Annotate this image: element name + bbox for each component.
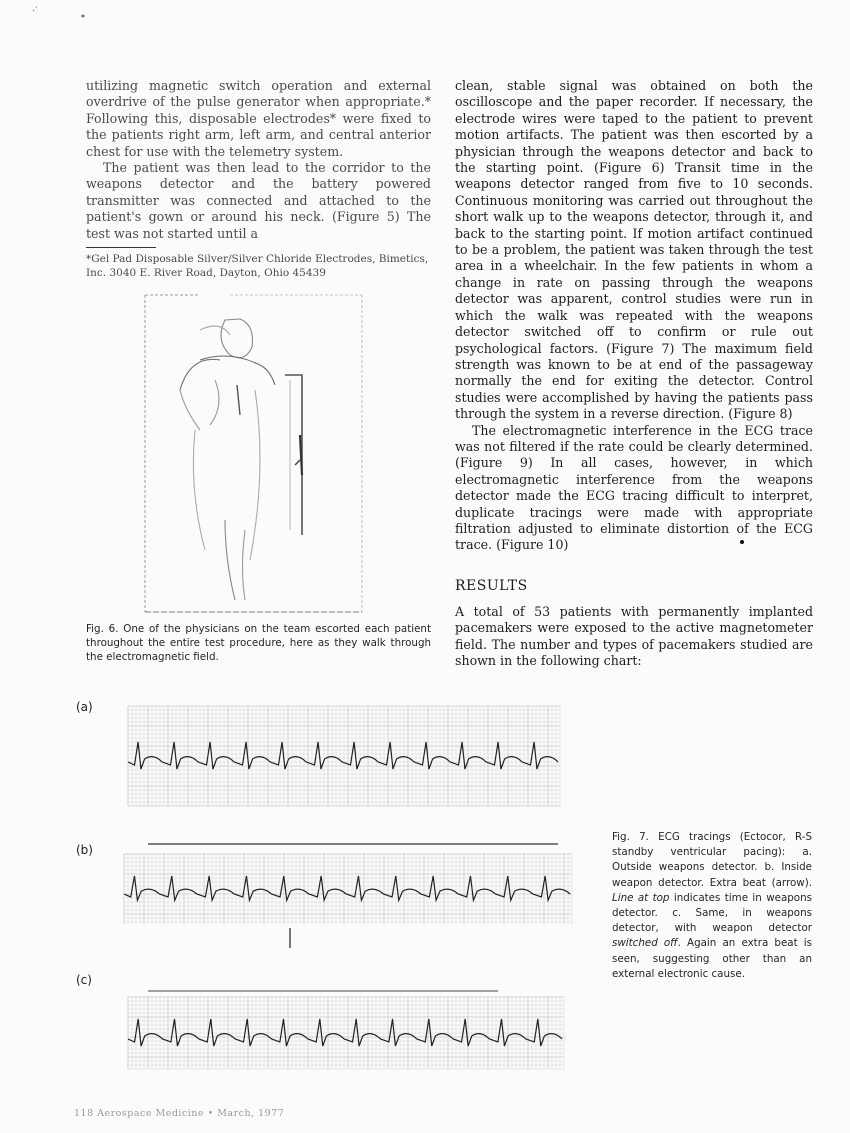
panel-label-a: (a)	[76, 700, 93, 714]
left-column-text	[86, 78, 431, 242]
ecg-grid	[124, 854, 572, 924]
caption-text: Fig. 7. ECG tracings (Ectocor, R-S standby ventricular pacing): a. Outside weapons detector. b. Inside weapon detector. Extra beat (arrow).	[612, 831, 812, 889]
footnote: *Gel Pad Disposable Silver/Silver Chloride Electrodes, Bimetics, Inc. 3040 E. River Road, Dayton, Ohio 45439	[86, 253, 429, 279]
footnote-rule	[86, 247, 156, 248]
caption-text: indicates time in weapons detector. c. Same, in weapons detector, with weapon detector	[612, 891, 813, 935]
results-paragraph: A total of 53 patients with permanently implanted pacemakers were exposed to the active magnetometer field. The number and types of pacemakers studied are shown in the following chart:	[455, 604, 813, 669]
scan-speck: •	[80, 12, 86, 23]
ecg-strip-a	[118, 700, 563, 810]
page-footer: 118 Aerospace Medicine • March, 1977	[74, 1108, 285, 1119]
caption-italic: Line at top	[612, 891, 670, 904]
ecg-grid	[128, 997, 564, 1069]
left-paragraph-1: utilizing magnetic switch operation and external overdrive of the pulse generator when appropriate.* Following this, disposable electrodes* were fixed to the patients right arm, left arm, and central anterior chest for use with the telemetry system.	[86, 78, 431, 159]
right-paragraph-2: The electromagnetic interference in the ECG trace was not filtered if the rate could be clearly determined. (Figure 9) In all cases, however, in which electromagnetic interference from the weapons detector made the ECG tracing difficult to interpret, duplicate tracings were made with appropriate filtration adjusted to eliminate distortion of the ECG trace. (Figure 10)	[455, 422, 813, 553]
left-paragraph-2: The patient was then lead to the corridor to the weapons detector and the battery powered transmitter was connected and attached to the patient's gown or around his neck. (Figure 5) The test was not started until a	[86, 160, 431, 241]
ecg-trace	[124, 876, 570, 900]
caption-italic: switched off	[612, 937, 678, 950]
right-column-text	[455, 78, 813, 554]
figure-6-photo	[140, 290, 365, 615]
results-heading: RESULTS	[455, 578, 528, 594]
ecg-strip-c	[118, 985, 588, 1085]
ecg-trace	[128, 1019, 562, 1046]
ink-dot	[740, 540, 744, 544]
ecg-grid	[128, 706, 560, 806]
figure-7-caption	[612, 830, 812, 982]
panel-label-b: (b)	[76, 843, 93, 857]
ecg-strip-b	[118, 840, 598, 960]
right-paragraph-1: clean, stable signal was obtained on both the oscilloscope and the paper recorder. If necessary, the electrode wires were taped to the patient to prevent motion artifacts. The patient was then escorted by a physician through the weapons detector and back to the starting point. (Figure 6) Transit time in the weapons detector ranged from five to 10 seconds. Continuous monitoring was carried out throughout the short walk up to the weapons detector, through it, and back to the starting point. If motion artifact continued to be a problem, the patient was taken through the test area in a wheelchair. In the few patients in whom a change in rate on passing through the weapons detector was apparent, control studies were run in which the walk was repeated with the weapons detector switched off to confirm or rule out psychological factors. (Figure 7) The maximum field strength was known to be at end of the passageway normally the end for exiting the detector. Control studies were accomplished by having the patients pass through the system in a reverse direction. (Figure 8)	[455, 78, 813, 422]
figure-6-caption: Fig. 6. One of the physicians on the team escorted each patient throughout the entire test procedure, here as they walk through the electromagnetic field.	[86, 623, 431, 663]
panel-label-c: (c)	[76, 973, 92, 987]
scan-speck: ·‵	[32, 6, 38, 17]
caption-text: . Again an extra beat is seen, suggesting other than an external electronic cause.	[612, 937, 812, 980]
